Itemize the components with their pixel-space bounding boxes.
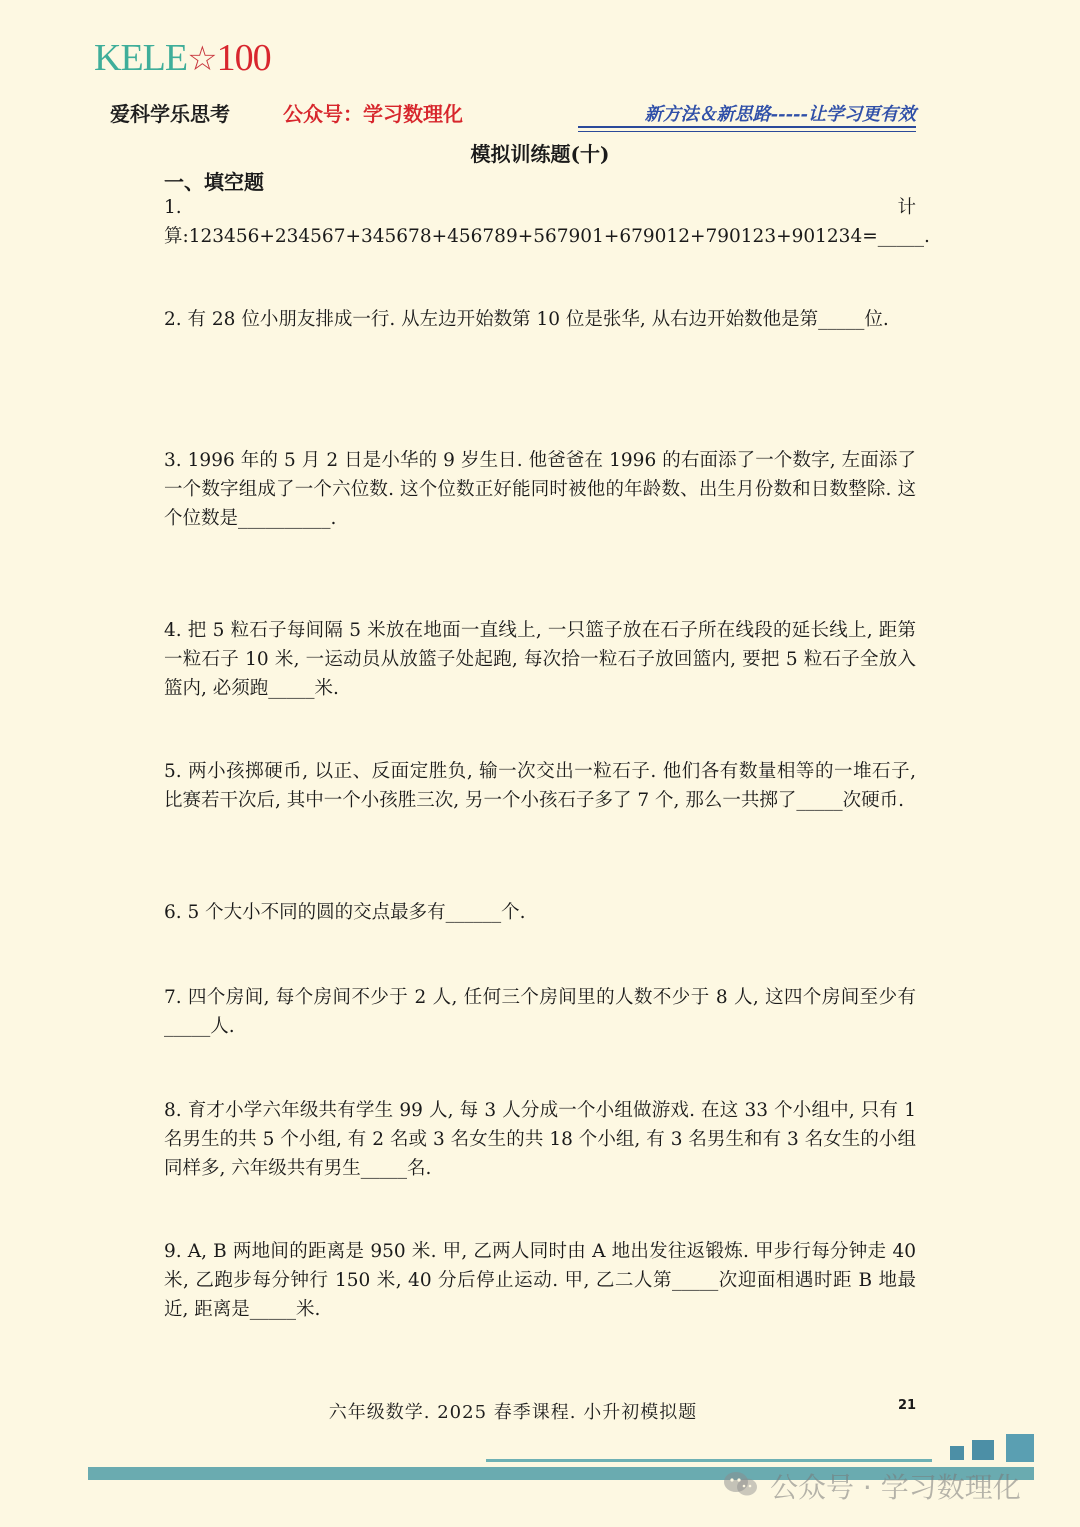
question-8: 8. 育才小学六年级共有学生 99 人, 每 3 人分成一个小组做游戏. 在这 33 个小组中, 只有 1 名男生的共 5 个小组, 有 2 名或 3 名女生的共 18 个小组, 有 3 名男生和有 3 名女生的小组同样多, 六年级共有男生_____名. (164, 1100, 916, 1179)
section-title: 一、填空题 (164, 170, 264, 194)
question-4: 4. 把 5 粒石子每间隔 5 米放在地面一直线上, 一只篮子放在石子所在线段的延长线上, 距第一粒石子 10 米, 一运动员从放篮子处起跑, 每次拾一粒石子放回篮内, 要把 5 粒石子全放入篮内, 必须跑_____米. (164, 620, 916, 699)
question-2: 2. 有 28 位小朋友排成一行. 从左边开始数第 10 位是张华, 从右边开始数他是第_____位. (164, 309, 889, 330)
question-6: 6. 5 个大小不同的圆的交点最多有______个. (164, 902, 526, 923)
header-slogan: 爱科学乐思考 (110, 102, 230, 126)
watermark: 公众号 · 学习数理化 (770, 1471, 1021, 1504)
header-motto: 新方法＆新思路-----让学习更有效 (644, 104, 916, 125)
question-3: 3. 1996 年的 5 月 2 日是小华的 9 岁生日. 他爸爸在 1996 的右面添了一个数字, 左面添了一个数字组成了一个六位数. 这个位数正好能同时被他的年龄数、出生月份数和日数整除. 这个位数是__________. (164, 450, 916, 529)
decor-square-medium (972, 1440, 994, 1460)
star-icon: ☆ (187, 41, 217, 78)
document-title: 模拟训练题(十) (470, 142, 610, 166)
header-account: 公众号：学习数理化 (283, 102, 463, 126)
brand-logo: KELE☆100 (94, 37, 271, 79)
question-7: 7. 四个房间, 每个房间不少于 2 人, 任何三个房间里的人数不少于 8 人, 这四个房间至少有_____人. (164, 987, 916, 1037)
wechat-icon (722, 1470, 760, 1498)
question-1: 1. 计算:123456+234567+345678+456789+567901+679012+790123+901234=_____. (164, 197, 930, 247)
footer-course: 六年级数学. 2025 春季课程. 小升初模拟题 (328, 1402, 698, 1423)
decor-square-small (950, 1446, 964, 1460)
footer-divider-thin (486, 1459, 932, 1462)
decor-square-large (1006, 1434, 1034, 1462)
page-number: 21 (898, 1398, 917, 1413)
header-rule (578, 126, 916, 128)
question-9: 9. A, B 两地间的距离是 950 米. 甲, 乙两人同时由 A 地出发往返锻炼. 甲步行每分钟走 40 米, 乙跑步每分钟行 150 米, 40 分后停止运动. 甲, 乙二人第_____次迎面相遇时距 B 地最近, 距离是_____米. (164, 1241, 916, 1320)
page-header (110, 98, 916, 128)
question-5: 5. 两小孩掷硬币, 以正、反面定胜负, 输一次交出一粒石子. 他们各有数量相等的一堆石子, 比赛若干次后, 其中一个小孩胜三次, 另一个小孩石子多了 7 个, 那么一共掷了_____次硬币. (164, 761, 916, 811)
header-rule-thin (578, 131, 916, 132)
